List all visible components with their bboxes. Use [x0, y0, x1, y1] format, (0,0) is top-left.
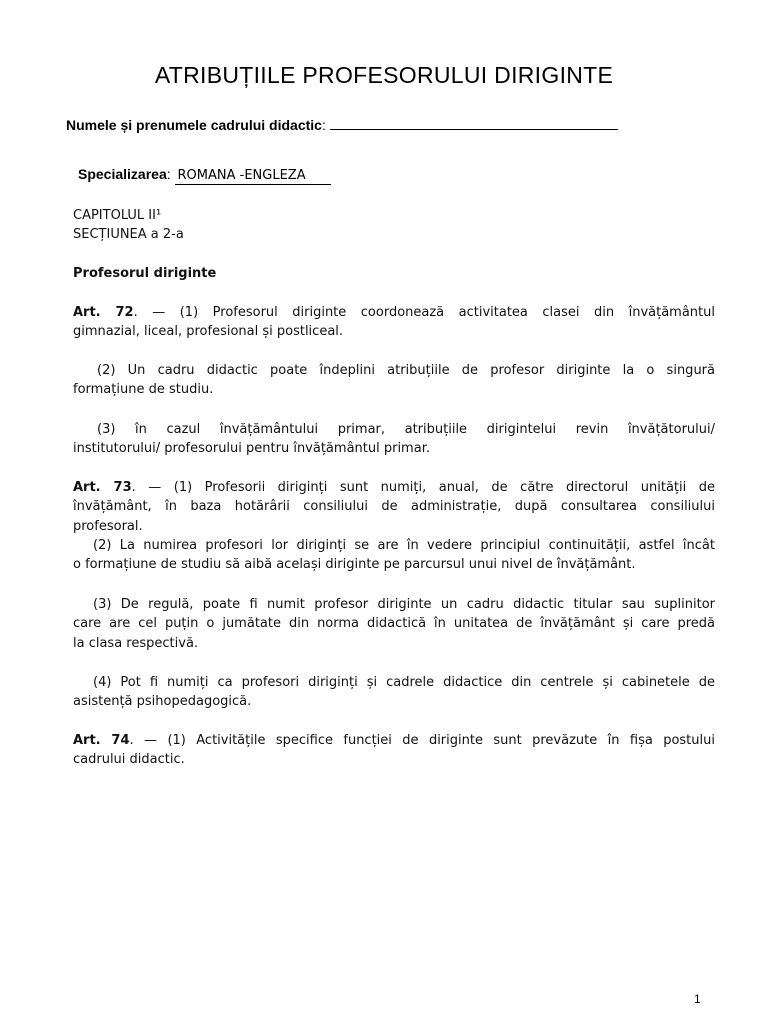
art74-paragraph-1	[73, 731, 715, 770]
art72-paragraph-2	[73, 361, 715, 400]
art72-label: Art. 72	[73, 305, 134, 320]
specialization-colon: :	[166, 166, 171, 182]
art74-p1-line1: . — (1) Activitățile specifice funcției de diriginte sunt prevăzute în fișa postului	[129, 733, 715, 748]
art73-paragraph-4	[73, 673, 715, 712]
art73-p3-line2: care are cel puțin o jumătate din norma didactică în unitatea de învățământ și care predă	[73, 616, 715, 632]
art73-p4-line2: asistență psihopedagogică.	[73, 694, 252, 710]
teacher-name-label: Numele și prenumele cadrului didactic	[66, 117, 322, 133]
art72-paragraph-1	[73, 303, 715, 342]
art73-paragraph-3	[73, 595, 715, 653]
art73-p4-line1: (4) Pot fi numiți ca profesori diriginți și cadrele didactice din centrele și cabinetele de	[93, 675, 715, 690]
art73-label: Art. 73	[73, 480, 132, 495]
art72-p3-line2: institutorului/ profesorului pentru învățământul primar.	[73, 441, 430, 457]
art73-paragraph-1	[73, 478, 715, 536]
art74-label: Art. 74	[73, 733, 130, 748]
teacher-name-blank	[330, 116, 618, 130]
section-heading: Profesorul diriginte	[73, 266, 217, 281]
art73-p1-line3: profesoral.	[73, 518, 143, 534]
specialization-label: Specializarea	[78, 166, 167, 182]
document-title: ATRIBUȚIILE PROFESORULUI DIRIGINTE	[154, 62, 614, 88]
art73-p3-line1: (3) De regulă, poate fi numit profesor diriginte un cadru didactic titular sau suplinitor	[93, 597, 715, 612]
art74-p1-line2: cadrului didactic.	[73, 752, 185, 768]
art72-p3-line1: (3) în cazul învățământului primar, atribuțiile dirigintelui revin învățătorului/	[97, 422, 715, 437]
art73-p3-line3: la clasa respectivă.	[73, 635, 199, 651]
chapter-block	[73, 206, 715, 245]
teacher-name-colon: :	[321, 117, 326, 133]
art73-p1-line1: . — (1) Profesorii diriginți sunt numiți, anual, de către directorul unității de	[131, 480, 715, 495]
specialization-value: ROMANA -ENGLEZA	[175, 168, 331, 185]
art72-p1-line1: . — (1) Profesorul diriginte coordonează activitatea clasei din învățământul	[133, 305, 715, 320]
art72-p2-line1: (2) Un cadru didactic poate îndeplini atribuțiile de profesor diriginte la o singură	[97, 363, 715, 378]
page-number: 1	[694, 992, 701, 1006]
art73-p1-line2: învățământ, în baza hotărârii consiliului de administrație, după consultarea consiliului	[73, 499, 715, 515]
art72-p2-line2: formațiune de studiu.	[73, 382, 214, 398]
art73-paragraph-2	[73, 536, 715, 575]
art73-p2-line2: o formațiune de studiu să aibă același diriginte pe parcursul unui nivel de învățământ.	[73, 557, 636, 573]
section-title: SECȚIUNEA a 2-a	[73, 227, 184, 243]
art73-p2-line1: (2) La numirea profesori lor diriginți se are în vedere principiul continuității, astfel încât	[93, 538, 715, 553]
art72-paragraph-3	[73, 420, 715, 459]
chapter-title: CAPITOLUL II¹	[73, 208, 162, 223]
specialization-field	[78, 166, 331, 185]
art72-p1-line2: gimnazial, liceal, profesional și postliceal.	[73, 324, 344, 340]
teacher-name-field	[66, 116, 618, 133]
